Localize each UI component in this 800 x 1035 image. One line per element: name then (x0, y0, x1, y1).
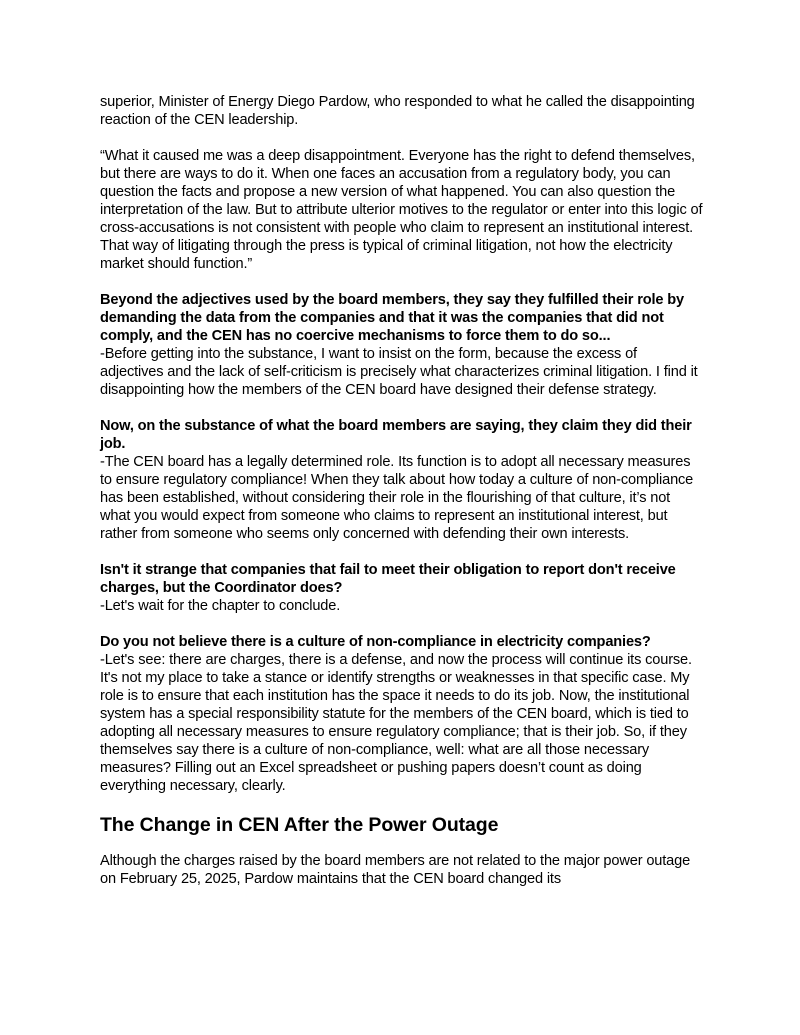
interview-answer-1: -Before getting into the substance, I want to insist on the form, because the excess of adjectives and the lack of self-criticism is precisely what characterizes criminal litigation. I find it disappointing how the members of the CEN board have designed their defense strategy. (100, 346, 698, 398)
paragraph-section-start: Although the charges raised by the board members are not related to the major power outage on February 25, 2025, Pardow maintains that the CEN board changed its (100, 853, 691, 887)
spacer (100, 399, 703, 417)
interview-answer-3: -Let's wait for the chapter to conclude. (100, 598, 341, 614)
document-page (100, 93, 703, 888)
interview-question-3: Isn't it strange that companies that fail to meet their obligation to report don't receive charges, but the Coordinator does? (100, 562, 676, 596)
spacer (100, 129, 703, 147)
interview-question-4: Do you not believe there is a culture of non-compliance in electricity companies? (100, 634, 651, 650)
paragraph-quote: “What it caused me was a deep disappointment. Everyone has the right to defend themselves, but there are ways to do it. When one faces an accusation from a regulatory body, you can question the facts and propose a new version of what happened. You can also question the interpretation of the law. But to attribute ulterior motives to the regulator or enter into this logic of cross-accusations is not consistent with people who claim to represent an institutional interest. That way of litigating through the press is typical of criminal litigation, not how the electricity market should function.” (100, 148, 703, 272)
spacer (100, 273, 703, 291)
interview-question-1: Beyond the adjectives used by the board members, they say they fulfilled their role by demanding the data from the companies and that it was the companies that did not comply, and the CEN has no coercive mechanisms to force them to do so... (100, 292, 684, 344)
paragraph-intro: superior, Minister of Energy Diego Pardow, who responded to what he called the disappointing reaction of the CEN leadership. (100, 94, 695, 128)
spacer (100, 795, 703, 813)
interview-answer-4: -Let's see: there are charges, there is a defense, and now the process will continue its course. It's not my place to take a stance or identify strengths or weaknesses in that specific case. My role is to ensure that each institution has the space it needs to do its job. Now, the institutional system has a special responsibility statute for the members of the CEN board, which is tied to adopting all necessary measures to ensure regulatory compliance; that is their job. So, if they themselves say there is a culture of non-compliance, well: what are all those necessary measures? Filling out an Excel spreadsheet or pushing papers doesn’t count as doing everything necessary, clearly. (100, 652, 692, 794)
spacer (100, 837, 703, 852)
spacer (100, 543, 703, 561)
spacer (100, 615, 703, 633)
interview-question-2: Now, on the substance of what the board members are saying, they claim they did their job. (100, 418, 692, 452)
section-heading: The Change in CEN After the Power Outage (100, 814, 499, 836)
interview-answer-2: -The CEN board has a legally determined role. Its function is to adopt all necessary measures to ensure regulatory compliance! When they talk about how today a culture of non-compliance has been established, without considering their role in the flourishing of that culture, it’s not what you would expect from someone who claims to represent an institutional interest, but rather from someone who seems only concerned with defending their own interests. (100, 454, 694, 542)
